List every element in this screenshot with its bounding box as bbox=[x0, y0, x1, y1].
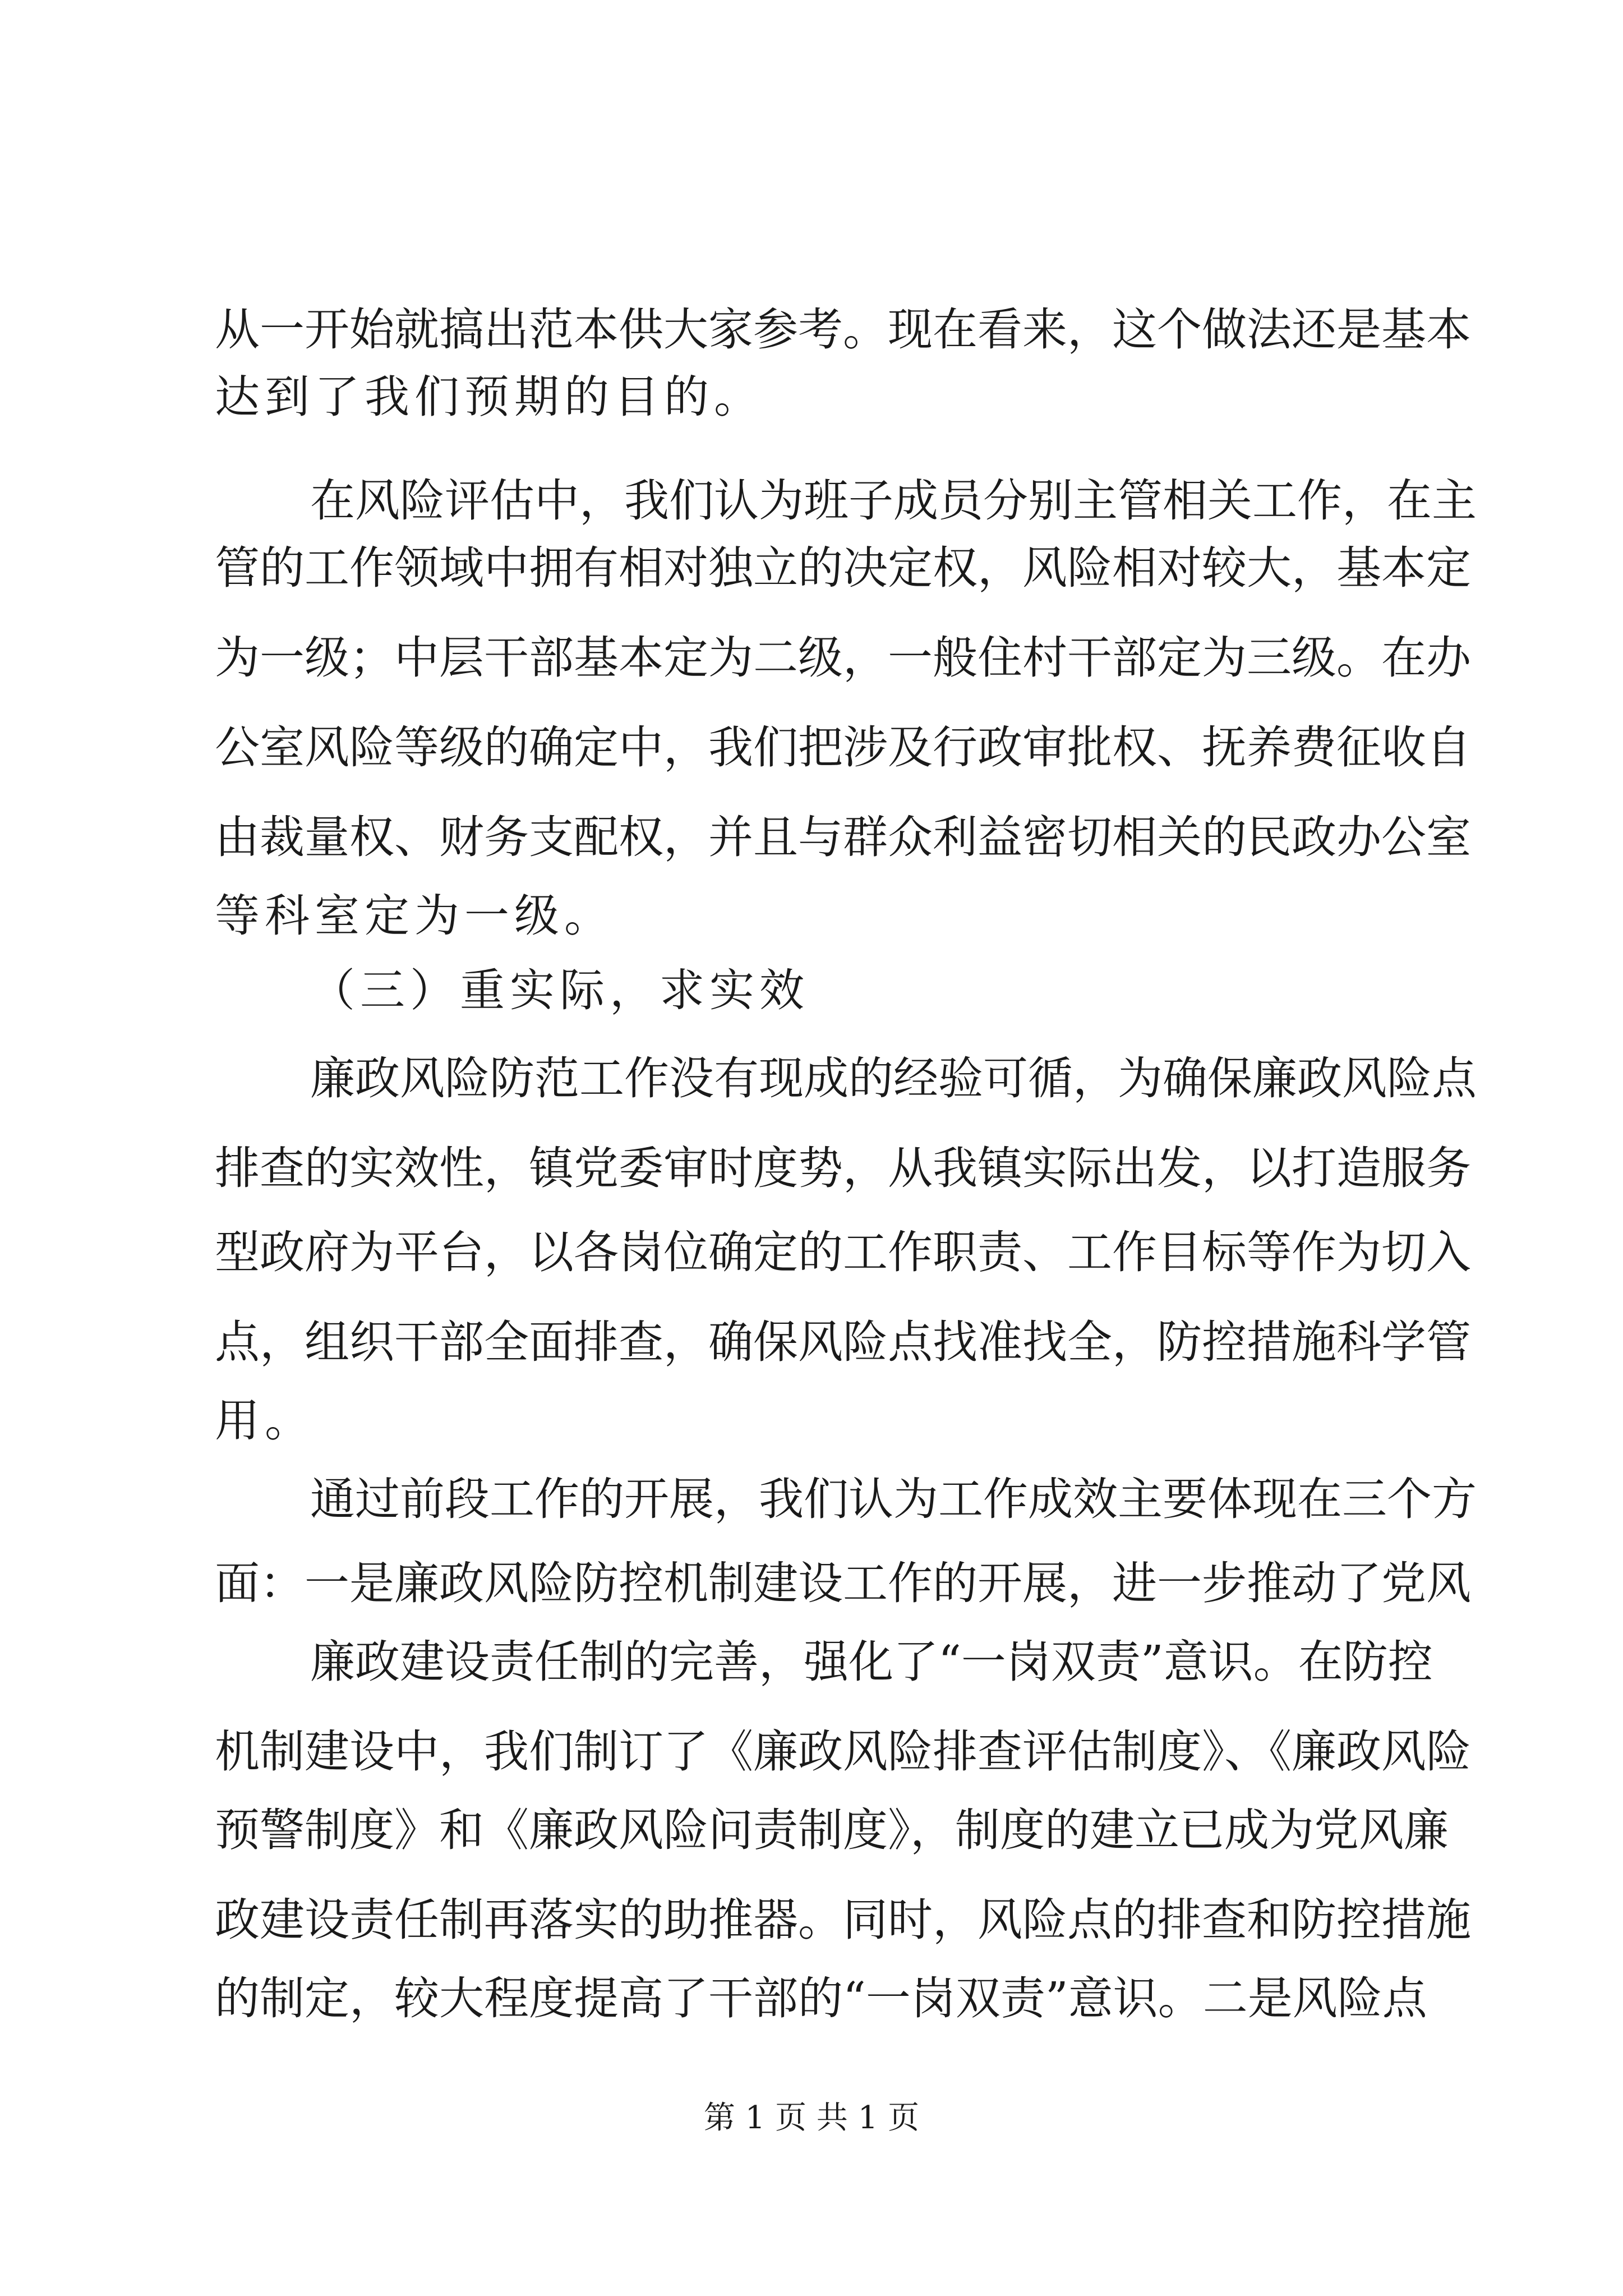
body-text-line: 用。 bbox=[215, 1395, 315, 1447]
section-heading: （三）重实际，求实效 bbox=[310, 964, 809, 1016]
body-text-line: 达到了我们预期的目的。 bbox=[215, 371, 764, 423]
body-text-line: 点，组织干部全面排查，确保风险点找准找全，防控措施科学管 bbox=[215, 1316, 1471, 1368]
body-text-line: 型政府为平台，以各岗位确定的工作职责、工作目标等作为切入 bbox=[215, 1226, 1471, 1278]
body-text-line: 由裁量权、财务支配权，并且与群众利益密切相关的民政办公室 bbox=[215, 811, 1471, 863]
body-text-line: 政建设责任制再落实的助推器。同时，风险点的排查和防控措施 bbox=[215, 1894, 1471, 1946]
body-text-line: 廉政建设责任制的完善，强化了“一岗双责”意识。在防控 bbox=[310, 1636, 1433, 1688]
body-text-line: 面：一是廉政风险防控机制建设工作的开展，进一步推动了党风 bbox=[215, 1557, 1471, 1609]
body-text-line: 廉政风险防范工作没有现成的经验可循，为确保廉政风险点 bbox=[310, 1052, 1477, 1105]
body-text-line: 预警制度》和《廉政风险问责制度》，制度的建立已成为党风廉 bbox=[215, 1804, 1449, 1856]
body-text-line: 为一级；中层干部基本定为二级，一般住村干部定为三级。在办 bbox=[215, 632, 1471, 684]
body-text-line: 在风险评估中，我们认为班子成员分别主管相关工作，在主 bbox=[310, 475, 1477, 527]
body-text-line: 从一开始就搞出范本供大家参考。现在看来，这个做法还是基本 bbox=[215, 303, 1471, 356]
body-text-line: 等科室定为一级。 bbox=[215, 890, 614, 942]
body-text-line: 公室风险等级的确定中，我们把涉及行政审批权、抚养费征收自 bbox=[215, 721, 1471, 774]
body-text-line: 排查的实效性，镇党委审时度势，从我镇实际出发，以打造服务 bbox=[215, 1142, 1471, 1194]
page-number-footer: 第 1 页 共 1 页 bbox=[703, 2100, 920, 2136]
body-text-line: 的制定，较大程度提高了干部的“一岗双责”意识。二是风险点 bbox=[215, 1972, 1427, 2024]
body-text-line: 管的工作领域中拥有相对独立的决定权，风险相对较大，基本定 bbox=[215, 542, 1471, 594]
body-text-line: 机制建设中，我们制订了《廉政风险排查评估制度》、《廉政风险 bbox=[215, 1726, 1471, 1778]
body-text-line: 通过前段工作的开展，我们认为工作成效主要体现在三个方 bbox=[310, 1473, 1477, 1525]
